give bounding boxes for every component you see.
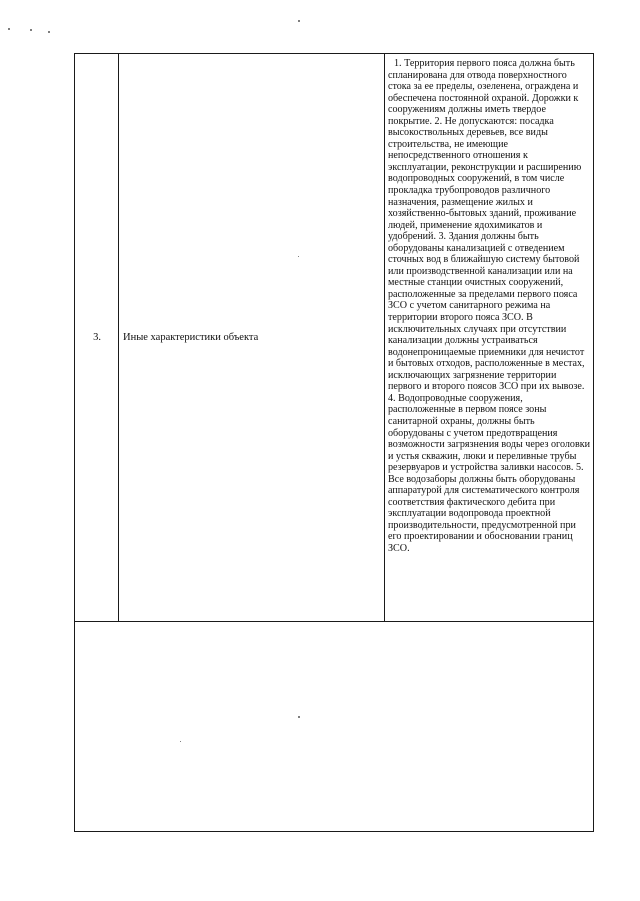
column-divider [384, 54, 385, 621]
scan-speck [30, 29, 32, 31]
table-row [75, 54, 593, 622]
row-number: 3. [93, 332, 101, 343]
scan-speck [298, 20, 300, 22]
document-table [74, 53, 594, 832]
row-label: Иные характеристики объекта [123, 332, 259, 343]
scan-speck [48, 31, 50, 33]
row-description: 1. Территория первого пояса должна быть спланирована для отвода поверхностного стока за ее пределы, озеленена, ограждена и обеспечена постоянной охраной. Дорожки к сооружениям должны иметь твердое покрытие. 2. Не допускаются: посадка высокоствольных деревьев, все виды строительства, не имеющие непосредственного отношения к эксплуатации, реконструкции и расширению водопроводных сооружений, в том числе прокладка трубопроводов различного назначения, размещение жилых и хозяйственно-бытовых зданий, проживание людей, применение ядохимикатов и удобрений. 3. Здания должны быть оборудованы канализацией с отведением сточных вод в ближайшую систему бытовой или производственной канализации или на местные станции очистных сооружений, расположенные за пределами первого пояса ЗСО с учетом санитарного режима на территории второго пояса ЗСО. В исключительных случаях при отсутствии канализации должны устраиваться водонепроницаемые приемники для нечистот и бытовых отходов, расположенные в местах, исключающих загрязнение территории первого и второго поясов ЗСО при их вывозе. 4. Водопроводные сооружения, расположенные в первом поясе зоны санитарной охраны, должны быть оборудованы с учетом предотвращения возможности загрязнения воды через оголовки и устья скважин, люки и переливные трубы резервуаров и устройства заливки насосов. 5. Все водозаборы должны быть оборудованы аппаратурой для систематического контроля соответствия фактического дебита при эксплуатации водопровода проектной производительности, предусмотренной при его проектировании и обосновании границ ЗСО. [388, 58, 591, 554]
scan-speck [8, 28, 10, 30]
